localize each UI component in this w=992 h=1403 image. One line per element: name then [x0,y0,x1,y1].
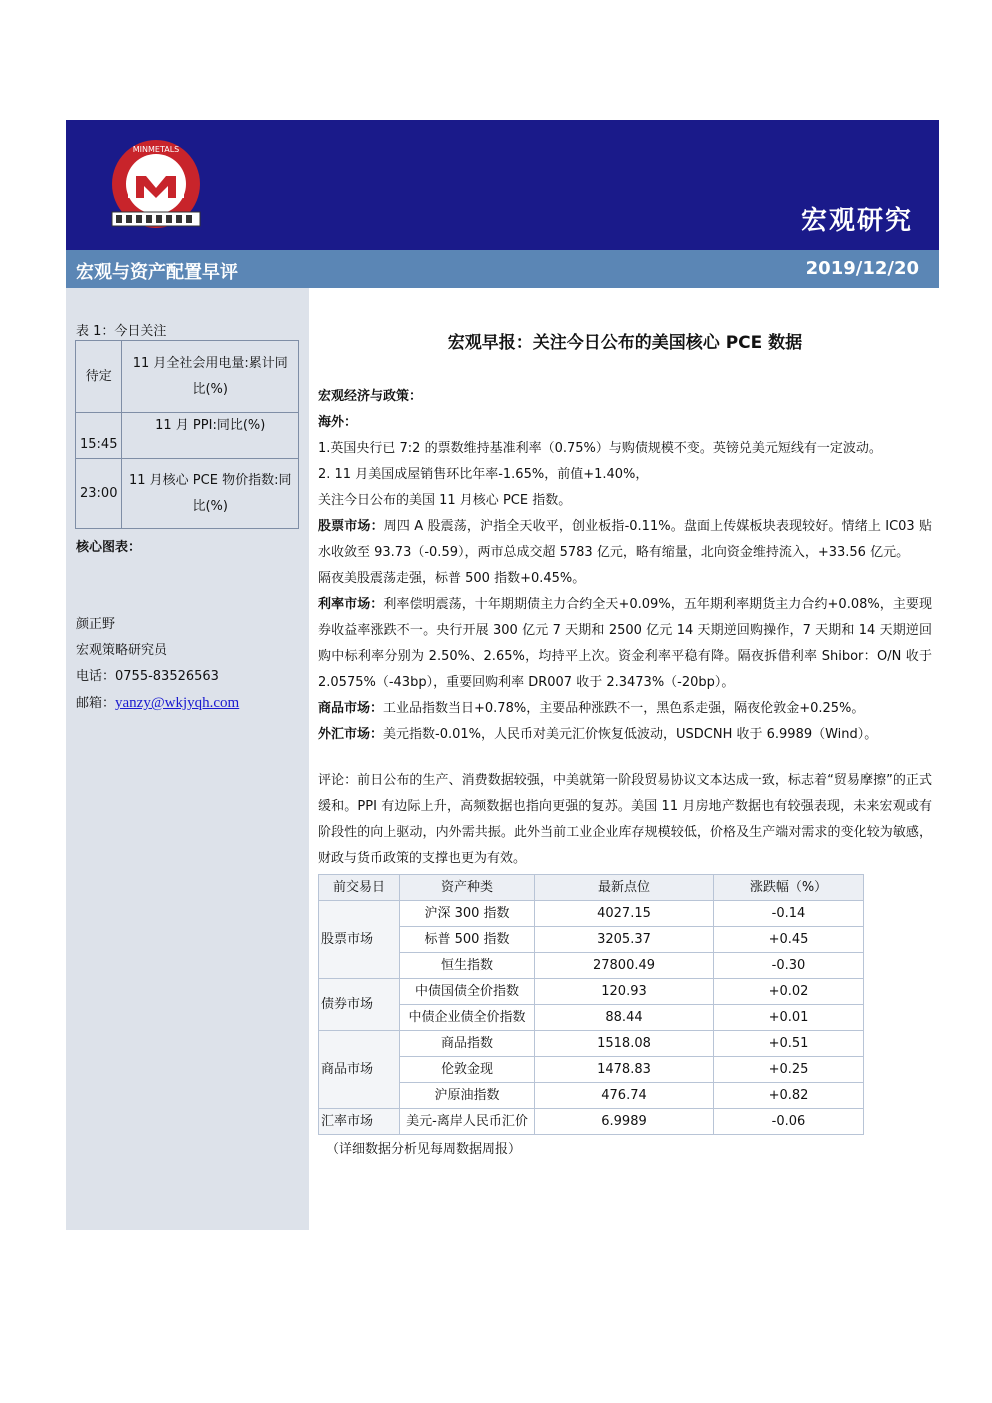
overseas-heading: 海外： [318,415,358,430]
asset-name: 中债企业债全价指数 [400,1005,535,1031]
asset-value: 4027.15 [535,901,714,927]
author-phone: 电话：0755-83526563 [76,669,219,684]
group-bond: 债券市场 [319,979,400,1031]
market-table [318,874,864,1135]
asset-value: 1518.08 [535,1031,714,1057]
asset-value: 1478.83 [535,1057,714,1083]
author-email-link[interactable]: yanzy@wkjyqh.com [115,695,240,711]
overseas-item-2: 2. 11 月美国成屋销售环比年率-1.65%，前值+1.40%， [318,467,649,482]
sub-header-band [66,250,939,288]
asset-change: +0.02 [714,979,864,1005]
table-row [319,1083,864,1109]
report-series-title: 宏观与资产配置早评 [76,262,238,283]
col-header-date: 前交易日 [319,875,400,901]
group-fx: 汇率市场 [319,1109,400,1135]
agenda-desc: 11 月 PPI:同比(%) [122,413,299,459]
asset-change: +0.51 [714,1031,864,1057]
email-label: 邮箱： [76,696,116,711]
asset-value: 88.44 [535,1005,714,1031]
agenda-row [76,341,299,413]
group-commodity: 商品市场 [319,1031,400,1109]
document-title: 宏观早报：关注今日公布的美国核心 PCE 数据 [447,333,803,353]
asset-change: -0.14 [714,901,864,927]
asset-change: +0.25 [714,1057,864,1083]
asset-value: 120.93 [535,979,714,1005]
rate-market-text: 利率偿明震荡，十年期期债主力合约全天+0.09%，五年期利率期货主力合约+0.08%，主要现券收益率涨跌不一。央行开展 300 亿元 7 天期和 2500 亿元 14 天期逆回购操作，7 天期和 14 天期逆回购中标利率分别为 2.50%、2.65%，均持平上次。资金利率平稳有降。隔夜拆借利率 Shibor：O/N 收于 2.0575%（-43bp），重要回购利率 DR007 收于 2.3473%（-20bp）。 [318,597,932,690]
table-row [319,901,864,927]
us-stock-text: 隔夜美股震荡走强，标普 500 指数+0.45%。 [318,571,586,586]
asset-name: 伦敦金现 [400,1057,535,1083]
asset-name: 沪深 300 指数 [400,901,535,927]
table-row [319,1005,864,1031]
section-heading: 宏观经济与政策： [318,389,423,404]
rate-market-label: 利率市场： [318,597,384,612]
agenda-row [76,413,299,459]
col-header-value: 最新点位 [535,875,714,901]
header-band [66,120,939,250]
asset-change: +0.82 [714,1083,864,1109]
col-header-asset: 资产种类 [400,875,535,901]
author-name: 颜正野 [76,617,116,632]
asset-change: +0.45 [714,927,864,953]
rate-market-paragraph [318,592,932,696]
asset-change: -0.06 [714,1109,864,1135]
svg-text:MINMETALS: MINMETALS [132,145,180,154]
asset-name: 美元-离岸人民币汇价 [400,1109,535,1135]
commodity-market-text: 工业品指数当日+0.78%，主要品种涨跌不一，黑色系走强，隔夜伦敦金+0.25%。 [383,701,865,716]
overseas-item-1: 1.英国央行已 7:2 的票数维持基准利率（0.75%）与购债规模不变。英镑兑美元短线有一定波动。 [318,441,882,456]
asset-value: 3205.37 [535,927,714,953]
overseas-item-3: 关注今日公布的美国 11 月核心 PCE 指数。 [318,493,572,508]
stock-market-paragraph [318,514,932,566]
fx-market-label: 外汇市场： [318,727,384,742]
table-row [319,979,864,1005]
commodity-market-paragraph [318,696,932,722]
asset-value: 6.9989 [535,1109,714,1135]
stock-market-text: 周四 A 股震荡，沪指全天收平，创业板指-0.11%。盘面上传媒板块表现较好。情绪上 IC03 贴水收敛至 93.73（-0.59），两市总成交超 5783 亿元，略有缩量，北向资金维持流入，+33.56 亿元。 [318,519,932,560]
minmetals-logo [106,136,206,232]
agenda-row [76,459,299,529]
table-row [319,1057,864,1083]
agenda-time: 待定 [76,341,122,413]
agenda-time: 23:00 [76,459,122,529]
asset-name: 商品指数 [400,1031,535,1057]
comment-paragraph: 评论：前日公布的生产、消费数据较强，中美就第一阶段贸易协议文本达成一致，标志着“贸易摩擦”的正式缓和。PPI 有边际上升，高频数据也指向更强的复苏。美国 11 月房地产数据也有较强表现，未来宏观或有阶段性的向上驱动，内外需共振。此外当前工业企业库存规模较低，价格及生产端对需求的变化较为敏感，财政与货币政策的支撑也更为有效。 [318,773,932,866]
stock-market-label: 股票市场： [318,519,384,534]
asset-change: -0.30 [714,953,864,979]
fx-market-paragraph [318,722,932,748]
table-row [319,953,864,979]
market-table-header [319,875,864,901]
commodity-market-label: 商品市场： [318,701,384,716]
agenda-caption: 表 1：今日关注 [76,324,167,339]
report-category-title: 宏观研究 [800,206,913,236]
sidebar [66,288,309,1230]
author-block [76,612,239,717]
asset-name: 恒生指数 [400,953,535,979]
asset-value: 476.74 [535,1083,714,1109]
agenda-desc: 11 月核心 PCE 物价指数:同比(%) [122,459,299,529]
col-header-change: 涨跌幅（%） [714,875,864,901]
group-stock: 股票市场 [319,901,400,979]
table-row [319,1031,864,1057]
agenda-time: 15:45 [76,413,122,459]
asset-name: 沪原油指数 [400,1083,535,1109]
fx-market-text: 美元指数-0.01%，人民币对美元汇价恢复低波动，USDCNH 收于 6.9989（Wind）。 [383,727,878,742]
author-email-line [76,690,239,717]
table-footnote: （详细数据分析见每周数据周报） [326,1142,522,1157]
core-chart-label: 核心图表： [76,540,142,555]
table-row [319,927,864,953]
report-date: 2019/12/20 [805,258,919,279]
main-content [318,320,932,1163]
asset-name: 标普 500 指数 [400,927,535,953]
table-row [319,1109,864,1135]
asset-change: +0.01 [714,1005,864,1031]
agenda-table [75,340,299,529]
agenda-desc: 11 月全社会用电量:累计同比(%) [122,341,299,413]
author-role: 宏观策略研究员 [76,643,168,658]
asset-value: 27800.49 [535,953,714,979]
asset-name: 中债国债全价指数 [400,979,535,1005]
